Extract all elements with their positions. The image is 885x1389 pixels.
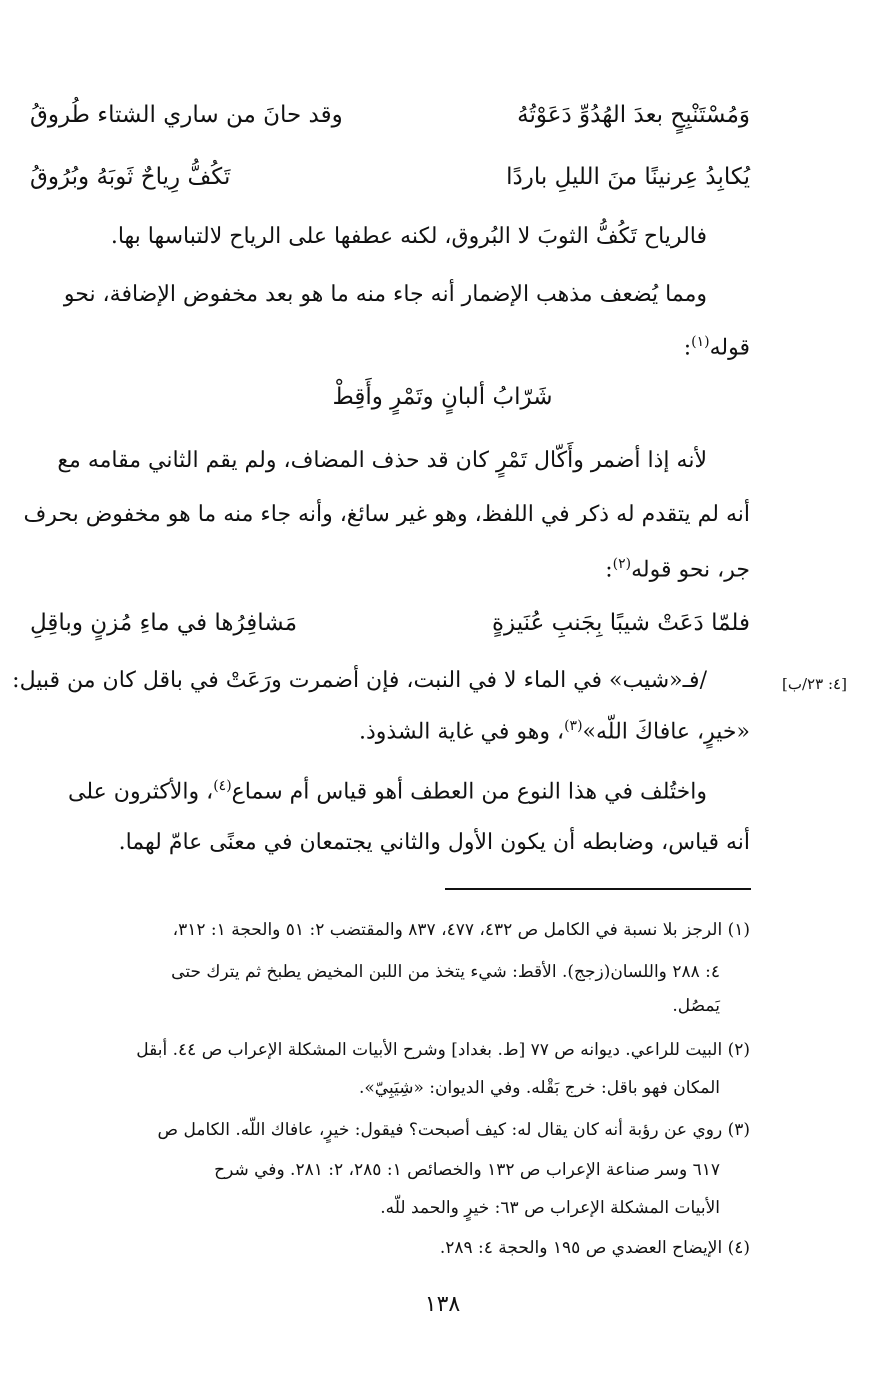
footnote-4-line-1: (٤) الإيضاح العضدي ص ١٩٥ والحجة ٤: ٢٨٩.: [439, 1238, 750, 1258]
footnote-1-line-2: ٤: ٢٨٨ واللسان(زجج). الأقط: شيء يتخذ من اللبن المخيض يطبخ ثم يترك حتى: [171, 962, 720, 982]
paragraph-3-line-1: لأنه إذا أضمر وأَكّال تَمْرٍ كان قد حذف المضاف، ولم يقم الثاني مقامه مع: [57, 448, 707, 473]
paragraph-text: ، وهو في غاية الشذوذ.: [359, 719, 565, 745]
footnote-3-line-1: (٣) روي عن رؤبة أنه كان يقال له: كيف أصبحت؟ فيقول: خيرٍ، عافاك اللّه. الكامل ص: [157, 1120, 750, 1140]
quoted-phrase: «خيرٍ، عافاكَ اللّه»: [582, 719, 750, 745]
verse-hemistich-first: يُكابِدُ عِرنينًا منَ الليلِ باردًا: [506, 164, 750, 190]
verse-line-1: [30, 102, 750, 142]
footnote-3-line-3: الأبيات المشكلة الإعراب ص ٦٣: خيرٍ والحمد للّه.: [380, 1198, 720, 1218]
footnote-1-line-3: يَمصُل.: [672, 996, 720, 1016]
paragraph-4-line-2: [359, 718, 750, 744]
paragraph-4-line-1: /فـ«شيب» في الماء لا في النبت، فإن أضمرت ورَعَتْ في باقل كان من قبيل:: [12, 668, 707, 693]
footnote-ref-2: (٢): [612, 556, 632, 572]
verse-hemistich-second: تَكُفُّ رِياحٌ ثَوبَهُ وبُرُوقُ: [30, 164, 231, 190]
verse-hemistich-second: مَشافِرُها في ماءِ مُزنٍ وباقِلِ: [30, 610, 298, 636]
colon: :: [683, 335, 692, 361]
footnote-2-line-1: (٢) البيت للراعي. ديوانه ص ٧٧ [ط. بغداد] وشرح الأبيات المشكلة الإعراب ص ٤٤. أبقل: [136, 1040, 750, 1060]
verse-hemistich-first: وَمُسْتَنْبِحٍ بعدَ الهُدُوِّ دَعَوْتُهُ: [517, 102, 750, 128]
verse-line-3: [30, 610, 750, 650]
paragraph-2-line-2: [684, 334, 750, 360]
footnote-3-line-2: ٦١٧ وسر صناعة الإعراب ص ١٣٢ والخصائص ١: ٢٨٥، ٢: ٢٨١. وفي شرح: [214, 1160, 720, 1180]
footnote-1-line-1: (١) الرجز بلا نسبة في الكامل ص ٤٣٢، ٤٧٧، ٨٣٧ والمقتضب ٢: ٥١ والحجة ١: ٣١٢،: [172, 920, 750, 940]
paragraph-5-line-1: [68, 778, 707, 804]
paragraph-5-line-2: أنه قياس، وضابطه أن يكون الأول والثاني يجتمعان في معنًى عامّ لهما.: [118, 830, 750, 855]
paragraph-text: قوله: [709, 335, 750, 361]
footnote-separator: [445, 888, 751, 890]
footnote-2-line-2: المكان فهو باقل: خرج بَقْله. وفي الديوان: «شِيَبِيّ».: [359, 1078, 720, 1098]
paragraph-1: فالرياح تَكُفُّ الثوبَ لا البُروق، لكنه عطفها على الرياح لالتباسها بها.: [110, 224, 707, 249]
footnote-ref-4: (٤): [213, 778, 232, 794]
paragraph-text: جر، نحو قوله: [631, 557, 750, 583]
verse-hemistich-second: وقد حانَ من ساري الشتاء طُروقُ: [30, 102, 343, 128]
verse-hemistich-first: فلمّا دَعَتْ شيبًا بِجَنبِ عُنَيزةٍ: [492, 610, 750, 636]
marginal-folio-note: [٤: ٢٣/ب]: [782, 675, 847, 693]
paragraph-text: ، والأكثرون على: [68, 779, 214, 805]
footnote-ref-1: (١): [691, 334, 710, 350]
footnote-ref-3: (٣): [564, 718, 583, 734]
verse-center: شَرّابُ ألبانٍ وتَمْرٍ وأَقِطْ: [332, 384, 553, 410]
verse-line-2: [30, 164, 750, 204]
paragraph-2-line-1: ومما يُضعف مذهب الإضمار أنه جاء منه ما هو بعد مخفوض الإضافة، نحو: [63, 282, 707, 307]
paragraph-3-line-3: [605, 556, 750, 582]
colon: :: [605, 557, 613, 583]
paragraph-text: واختُلف في هذا النوع من العطف أهو قياس أم سماع: [231, 779, 707, 805]
page-number: ١٣٨: [424, 1292, 461, 1317]
paragraph-3-line-2: أنه لم يتقدم له ذكر في اللفظ، وهو غير سائغ، وأنه جاء منه ما هو مخفوض بحرف: [23, 502, 750, 527]
